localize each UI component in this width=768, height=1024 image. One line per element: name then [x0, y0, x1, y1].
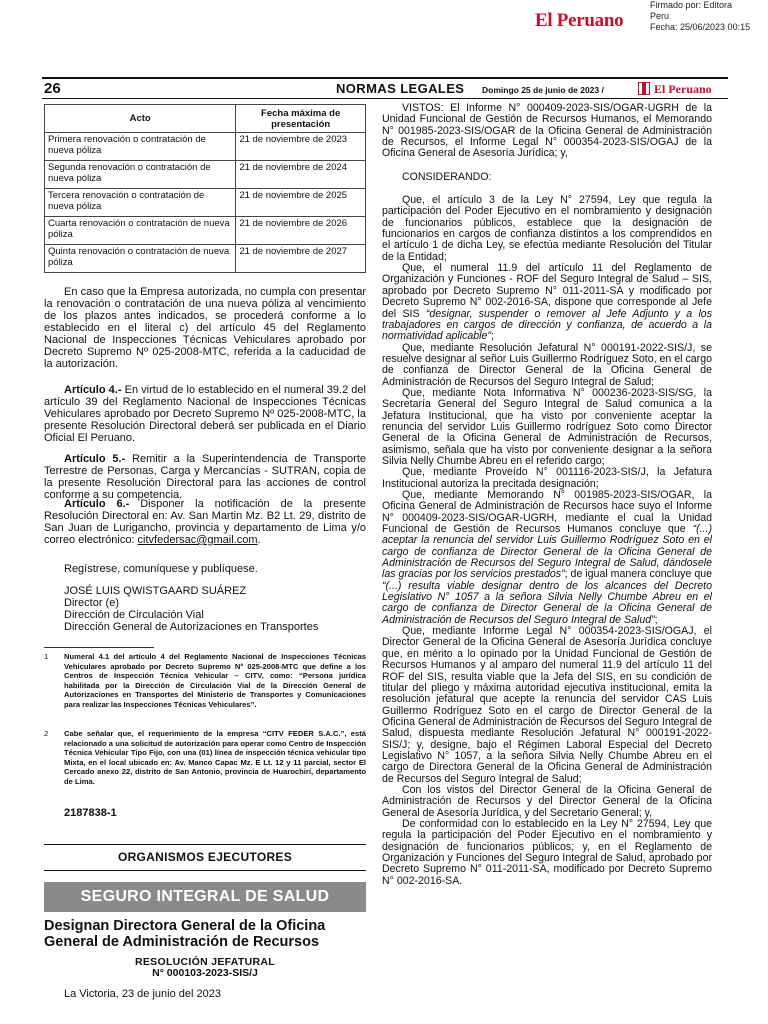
signer-role: Director (e)	[64, 597, 120, 609]
footnote-2	[44, 729, 366, 787]
header-logo: El Peruano	[654, 82, 712, 96]
table-cell: Quinta renovación o contratación de nueva póliza	[45, 245, 236, 273]
considerando-2-end: ;	[490, 330, 494, 343]
digital-signature-note	[650, 0, 768, 33]
article-6-label: Artículo 6.-	[64, 498, 130, 510]
table-header-row	[45, 105, 366, 133]
table-row	[45, 245, 366, 273]
vistos-paragraph: VISTOS: El Informe N° 000409-2023-SIS/OGAR-UGRH de la Unidad Funcional de Gestión de Recursos Humanos, el Memorando N° 001985-2023-SIS/OGAR de la Oficina General de Administración de Recursos, el Informe Legal N° 000354-2023-SIS/OGAJ de la Oficina General de Asesoría Jurídica; y,	[382, 102, 712, 160]
considerando-2-quote: “designar, suspender o remover al Jefe Adjunto y a los trabajadores en cargos de dirección y confianza, de acuerdo a la normatividad aplicable”	[382, 307, 712, 343]
article-6	[44, 498, 366, 546]
table-row	[45, 161, 366, 189]
table-cell: Tercera renovación o contratación de nueva póliza	[45, 189, 236, 217]
table-cell: 21 de noviembre de 2024	[236, 161, 366, 189]
publication-code: 2187838-1	[64, 807, 117, 819]
resolution-body	[382, 103, 712, 887]
footnote-2-number: 2	[44, 729, 49, 738]
considerando-2-text: Que, el numeral 11.9 del artículo 11 del Reglamento de Organización y Funciones - ROF del Seguro Integral de Salud – SIS, aprobado por Decreto Supremo N° 011-2011-SA y modificado por Decreto Supremo N° 002-2016-SA, dispone que corresponde al Jefe del SIS	[382, 262, 712, 320]
organism-section-title: ORGANISMOS EJECUTORES	[117, 850, 293, 864]
el-peruano-logo: El Peruano	[535, 10, 624, 31]
considerando-6-text: Que, mediante Memorando N° 001985-2023-SIS/OGAR, la Oficina General de Administración de Recursos hace suyo el Informe N° 000409-2023-SIS/OGAR-UGRH, mediante el cual la Unidad Funcional de Gestión de Recursos Humanos concluye que	[382, 489, 712, 536]
header-rule-top	[42, 77, 728, 79]
table-row	[45, 217, 366, 245]
table-cell: 21 de noviembre de 2025	[236, 189, 366, 217]
table-cell: Segunda renovación o contratación de nueva póliza	[45, 161, 236, 189]
considerando-heading: CONSIDERANDO:	[402, 170, 492, 183]
considerando-2	[382, 263, 712, 342]
table-row	[45, 133, 366, 161]
deadlines-table	[44, 104, 366, 273]
footnote-2-text: Cabe señalar que, el requerimiento de la empresa “CITV FEDER S.A.C.”, está relacionado a una solicitud de autorización para operar como Centro de Inspección Técnica Vehicular Tipo Fijo, con una (01) línea de inspección técnica vehicular tipo Mixta, en el local ubicado en: Av. Manco Capac Mz. E Lt. 12 y 11 parcial, sector El Cercado anexo 22, distrito de San Antonio, provincia de Huarochirí, departamento de Lima.	[64, 729, 366, 786]
table-row	[45, 189, 366, 217]
email-link[interactable]: citvfedersac@gmail.com	[137, 534, 258, 546]
footnote-rule	[44, 647, 154, 648]
footnote-1-text: Numeral 4.1 del artículo 4 del Reglamento Nacional de Inspecciones Técnicas Vehiculares aprobado por Decreto Supremo Nº 025-2008-MTC que define a los Centros de Inspección Técnica Vehicular – CITV, como: “Persona jurídica habilitada por la Dirección de Circulación Vial de la Dirección General de Autorizaciones en Transportes del Ministerio de Transportes y Comunicaciones para realizar las Inspecciones Técnicas Vehiculares”.	[64, 652, 366, 709]
institution-band: SEGURO INTEGRAL DE SALUD	[44, 882, 366, 912]
peru-flag-icon	[638, 82, 650, 95]
table-cell: 21 de noviembre de 2026	[236, 217, 366, 245]
section-rule-top	[44, 844, 366, 845]
considerando-9: De conformidad con lo establecido en la Ley N° 27594, Ley que regula la participación del Poder Ejecutivo en el nombramiento y designación de funcionarios públicos; y, en el Reglamento de Organización y Funciones del Seguro Integral de Salud, aprobado por Decreto Supremo N° 011-2011-SA, modificado por Decreto Supremo N° 002-2016-SA.	[382, 817, 712, 887]
table-cell: Cuarta renovación o contratación de nueva póliza	[45, 217, 236, 245]
considerando-3: Que, mediante Resolución Jefatural N° 000191-2022-SIS/J, se resuelve designar al señor Luis Guillermo Rodríguez Soto, en el cargo de confianza de Director General de la Oficina General de Administración de Recursos del Seguro Integral de Salud;	[382, 341, 712, 388]
considerando-1: Que, el artículo 3 de la Ley N° 27594, Ley que regula la participación del Poder Ejecutivo en el nombramiento y designación de funcionarios públicos, establece que la designación de funcionarios en cargos de confianza distintos a los comprendidos en el artículo 1 de dicha Ley, se efectúa mediante Resolución del Titular de la Entidad;	[382, 194, 712, 263]
article-4-text: En virtud de lo establecido en el numeral 39.2 del artículo 39 del Reglamento Nacional de Inspecciones Técnicas Vehiculares aprobado por Decreto Supremo Nº 025-2008-MTC, la presente Resolución Directoral deberá ser publicada en el Diario Oficial El Peruano.	[44, 384, 366, 444]
article-6-text: Disponer la notificación de la presente Resolución Directoral en: Av. San Martin Mz. B2 Lt. 29, distrito de San Juan de Lurigancho, provincia y departamento de Lima y/o correo electrónico:	[44, 498, 366, 546]
article-4	[44, 384, 366, 444]
resolution-number: N° 000103-2023-SIS/J	[152, 967, 258, 979]
resolution-label: RESOLUCIÓN JEFATURAL	[135, 956, 275, 968]
page-number: 26	[44, 80, 61, 97]
signature-line-2: Peru	[650, 11, 670, 21]
resolution-headline: Designan Directora General de la Oficina General de Administración de Recursos	[44, 918, 326, 950]
article-6-end: .	[257, 534, 261, 546]
signer-office: Dirección de Circulación Vial	[64, 609, 204, 621]
considerando-6	[382, 490, 712, 626]
considerando-7: Que, mediante Informe Legal N° 000354-2023-SIS/OGAJ, el Director General de la Oficina General de Asesoría Jurídica concluye que, en mérito a lo opinado por la Unidad Funcional de Gestión de Recursos Humanos y al amparo del numeral 11.9 del artículo 11 del ROF del SIS, resulta viable que la Jefa del SIS, en su condición de titular del pliego y máxima autoridad ejecutiva institucional, emita la resolución jefatural que acepte la renuncia del servidor CAS Luis Guillermo Rodríguez Soto en el cargo de Director General de la Oficina General de Administración de Recursos del Seguro Integral de Salud, dispuesta mediante Resolución Jefatural N° 000191-2022-SIS/J; y, designe, bajo el Régimen Laboral Especial del Decreto Legislativo N° 1057, a la señora Silvia Nelly Chumbe Abreu en el cargo de Directora General de la Oficina General de Administración de Recursos del Seguro Integral de Salud;	[382, 625, 712, 785]
signer-name: JOSÉ LUIS QWISTGAARD SUÁREZ	[64, 585, 247, 597]
signature-line-1: Firmado por: Editora	[650, 0, 733, 10]
article-4-label: Artículo 4.-	[64, 384, 122, 396]
table-cell: 21 de noviembre de 2027	[236, 245, 366, 273]
considerando-5: Que, mediante Proveído N° 001116-2023-SIS/J, la Jefatura Institucional autoriza la precitada designación;	[382, 466, 712, 490]
signer-directorate: Dirección General de Autorizaciones en Transportes	[64, 621, 319, 633]
paragraph-caducidad: En caso que la Empresa autorizada, no cumpla con presentar la renovación o contratación de una nueva póliza al vencimiento de los plazos antes indicados, se procederá conforme a lo establecido en el literal c) del artículo 45 del Reglamento Nacional de Inspecciones Técnicas Vehiculares aprobado por Decreto Supremo Nº 025-2008-MTC, referida a la caducidad de la autorización.	[44, 286, 366, 370]
considerando-6-quote-2: “(...) resulta viable designar dentro de los alcances del Decreto Legislativo N° 1057 a la señora Silvia Nelly Chumbe Abreu en el cargo de confianza de Director General de la Oficina General de Administración de Recursos del Seguro Integral de Salud”	[382, 579, 712, 626]
footnote-1	[44, 652, 366, 710]
table-cell: 21 de noviembre de 2023	[236, 133, 366, 161]
table-header-acto: Acto	[45, 105, 236, 133]
article-5-label: Artículo 5.-	[64, 453, 126, 465]
considerando-4: Que, mediante Nota Informativa N° 000236-2023-SIS/SG, la Secretaría General del Seguro Integral de Salud comunica a la Jefatura Institucional, que ha visto por conveniente aceptar la renuncia del servidor Luis Guillermo rodríguez Soto como Director General de la Oficina General de Administración de Recursos, asimismo, señala que ha visto por conveniente designar a la señora Silvia Nelly Chumbe Abreu en el referido cargo;	[382, 386, 712, 467]
section-title: NORMAS LEGALES	[336, 81, 465, 96]
table-header-fecha: Fecha máxima de presentación	[236, 105, 366, 133]
considerando-6-quote-1: “(...) aceptar la renuncia del servidor Luis Guillermo Rodríguez Soto en el cargo de confianza de Director General de la Oficina General de Administración de Recursos del Seguro Integral de Salud, dándosele las gracias por los servicios prestados”	[382, 523, 712, 581]
closing-formula: Regístrese, comuníquese y publíquese.	[64, 563, 258, 575]
article-5	[44, 453, 366, 501]
place-date: La Victoria, 23 de junio del 2023	[64, 988, 221, 1000]
section-rule-bottom	[44, 870, 366, 871]
table-cell: Primera renovación o contratación de nueva póliza	[45, 133, 236, 161]
footnote-1-number: 1	[44, 652, 49, 661]
article-5-text: Remitir a la Superintendencia de Transporte Terrestre de Personas, Carga y Mercancías - SUTRAN, copia de la presente Resolución Directoral para las acciones de control conforme a su competencia.	[44, 453, 366, 501]
considerando-6-mid: ; de igual manera concluye que	[564, 568, 712, 581]
signature-line-3: Fecha: 25/06/2023 00:15	[650, 22, 751, 32]
considerando-6-end: ;	[654, 613, 658, 626]
header-date: Domingo 25 de junio de 2023 /	[482, 85, 604, 95]
header-rule-bottom	[42, 98, 728, 99]
considerando-8: Con los vistos del Director General de la Oficina General de Administración de Recursos y del Director General de la Oficina General de Asesoría Jurídica, y del Secretario General; y,	[382, 783, 712, 819]
signature-block	[44, 585, 366, 633]
